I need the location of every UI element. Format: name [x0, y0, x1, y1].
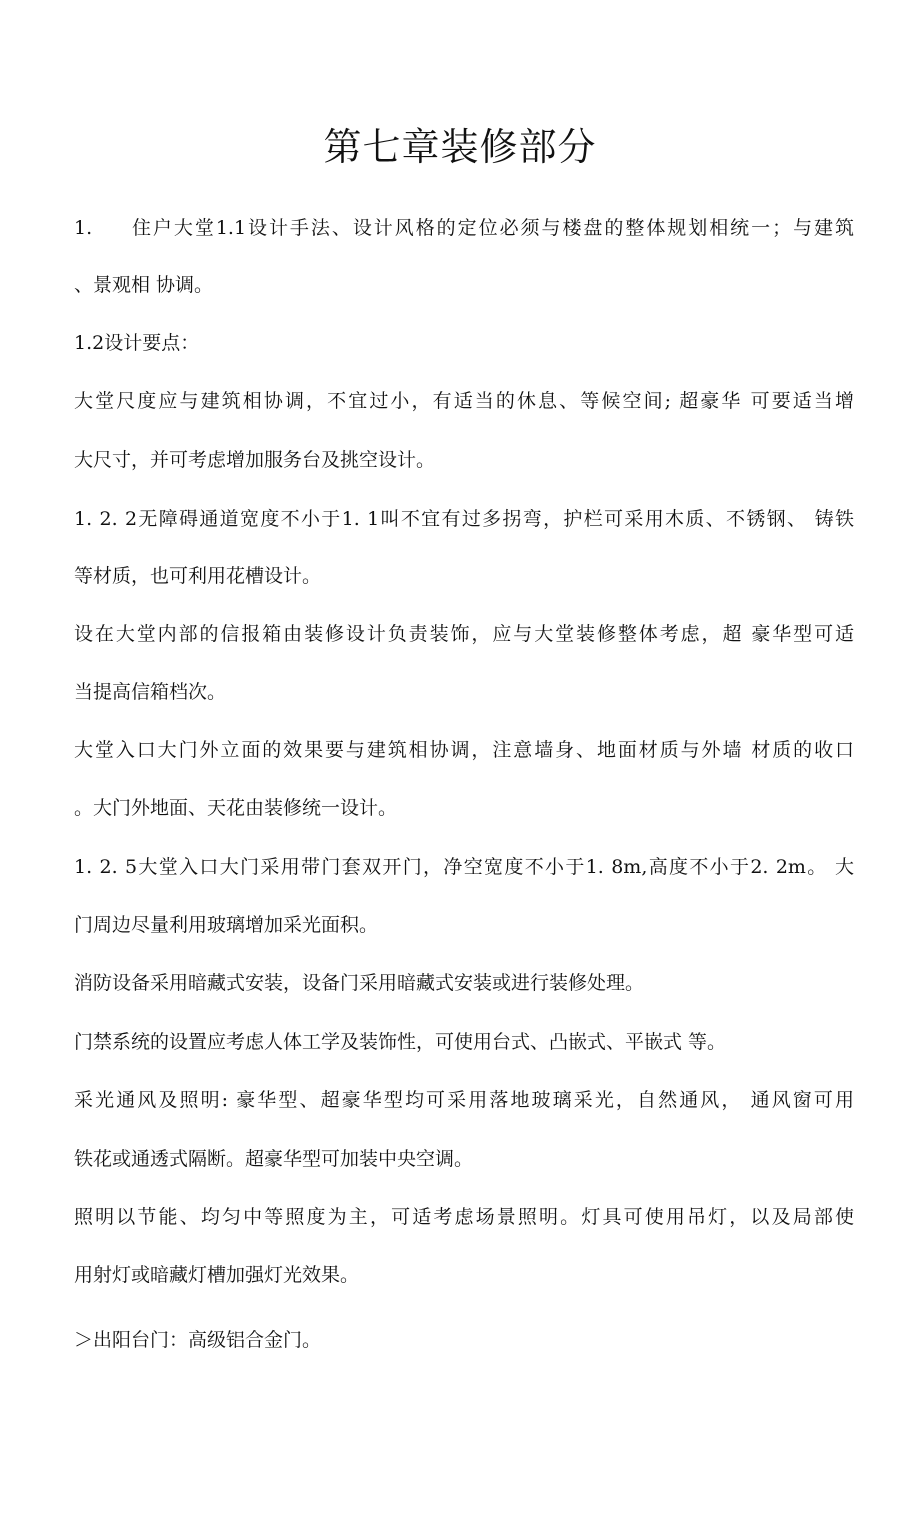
paragraph-line: 1. 2. 5大堂入口大门采用带门套双开门，净空宽度不小于1. 8m,高度不小于2. 2m。 大 — [74, 856, 854, 878]
paragraph-line: 大堂尺度应与建筑相协调，不宜过小，有适当的休息、等候空间; 超豪华 可要适当增 — [74, 390, 854, 412]
paragraph-line — [74, 214, 854, 242]
paragraph-line: 照明以节能、均匀中等照度为主，可适考虑场景照明。灯具可使用吊灯，以及局部使 — [74, 1206, 854, 1228]
line-text: 住户大堂1.1设计手法、设计风格的定位必须与楼盘的整体规划相统一；与建筑 — [130, 217, 854, 239]
paragraph-line: 1. 2. 2无障碍通道宽度不小于1. 1叫不宜有过多拐弯，护栏可采用木质、不锈钢、 铸铁 — [74, 508, 854, 530]
list-number: 1. — [74, 217, 93, 239]
page-title: 第七章装修部分 — [323, 125, 597, 169]
paragraph-line: 采光通风及照明: 豪华型、超豪华型均可采用落地玻璃采光，自然通风， 通风窗可用 — [74, 1089, 854, 1111]
paragraph-line: 用射灯或暗藏灯槽加强灯光效果。 — [74, 1264, 360, 1286]
paragraph-line: 设在大堂内部的信报箱由装修设计负责装饰，应与大堂装修整体考虑，超 豪华型可适 — [74, 623, 854, 645]
paragraph-line: 等材质，也可利用花槽设计。 — [74, 565, 322, 587]
paragraph-line: 铁花或通透式隔断。超豪华型可加装中央空调。 — [74, 1148, 474, 1170]
paragraph-line: ＞出阳台门：高级铝合金门。 — [74, 1329, 322, 1351]
paragraph-line: 门禁系统的设置应考虑人体工学及装饰性，可使用台式、凸嵌式、平嵌式 等。 — [74, 1031, 727, 1053]
paragraph-line: 。大门外地面、天花由装修统一设计。 — [74, 797, 398, 819]
paragraph-line: 、景观相 协调。 — [74, 274, 214, 296]
paragraph-line: 消防设备采用暗藏式安装，设备门采用暗藏式安装或进行装修处理。 — [74, 972, 645, 994]
paragraph-line: 大尺寸，并可考虑增加服务台及挑空设计。 — [74, 449, 436, 471]
paragraph-line: 大堂入口大门外立面的效果要与建筑相协调，注意墙身、地面材质与外墙 材质的收口 — [74, 739, 854, 761]
paragraph-line: 门周边尽量利用玻璃增加采光面积。 — [74, 914, 379, 936]
paragraph-line: 1.2设计要点： — [74, 332, 200, 354]
paragraph-line: 当提高信箱档次。 — [74, 681, 227, 703]
